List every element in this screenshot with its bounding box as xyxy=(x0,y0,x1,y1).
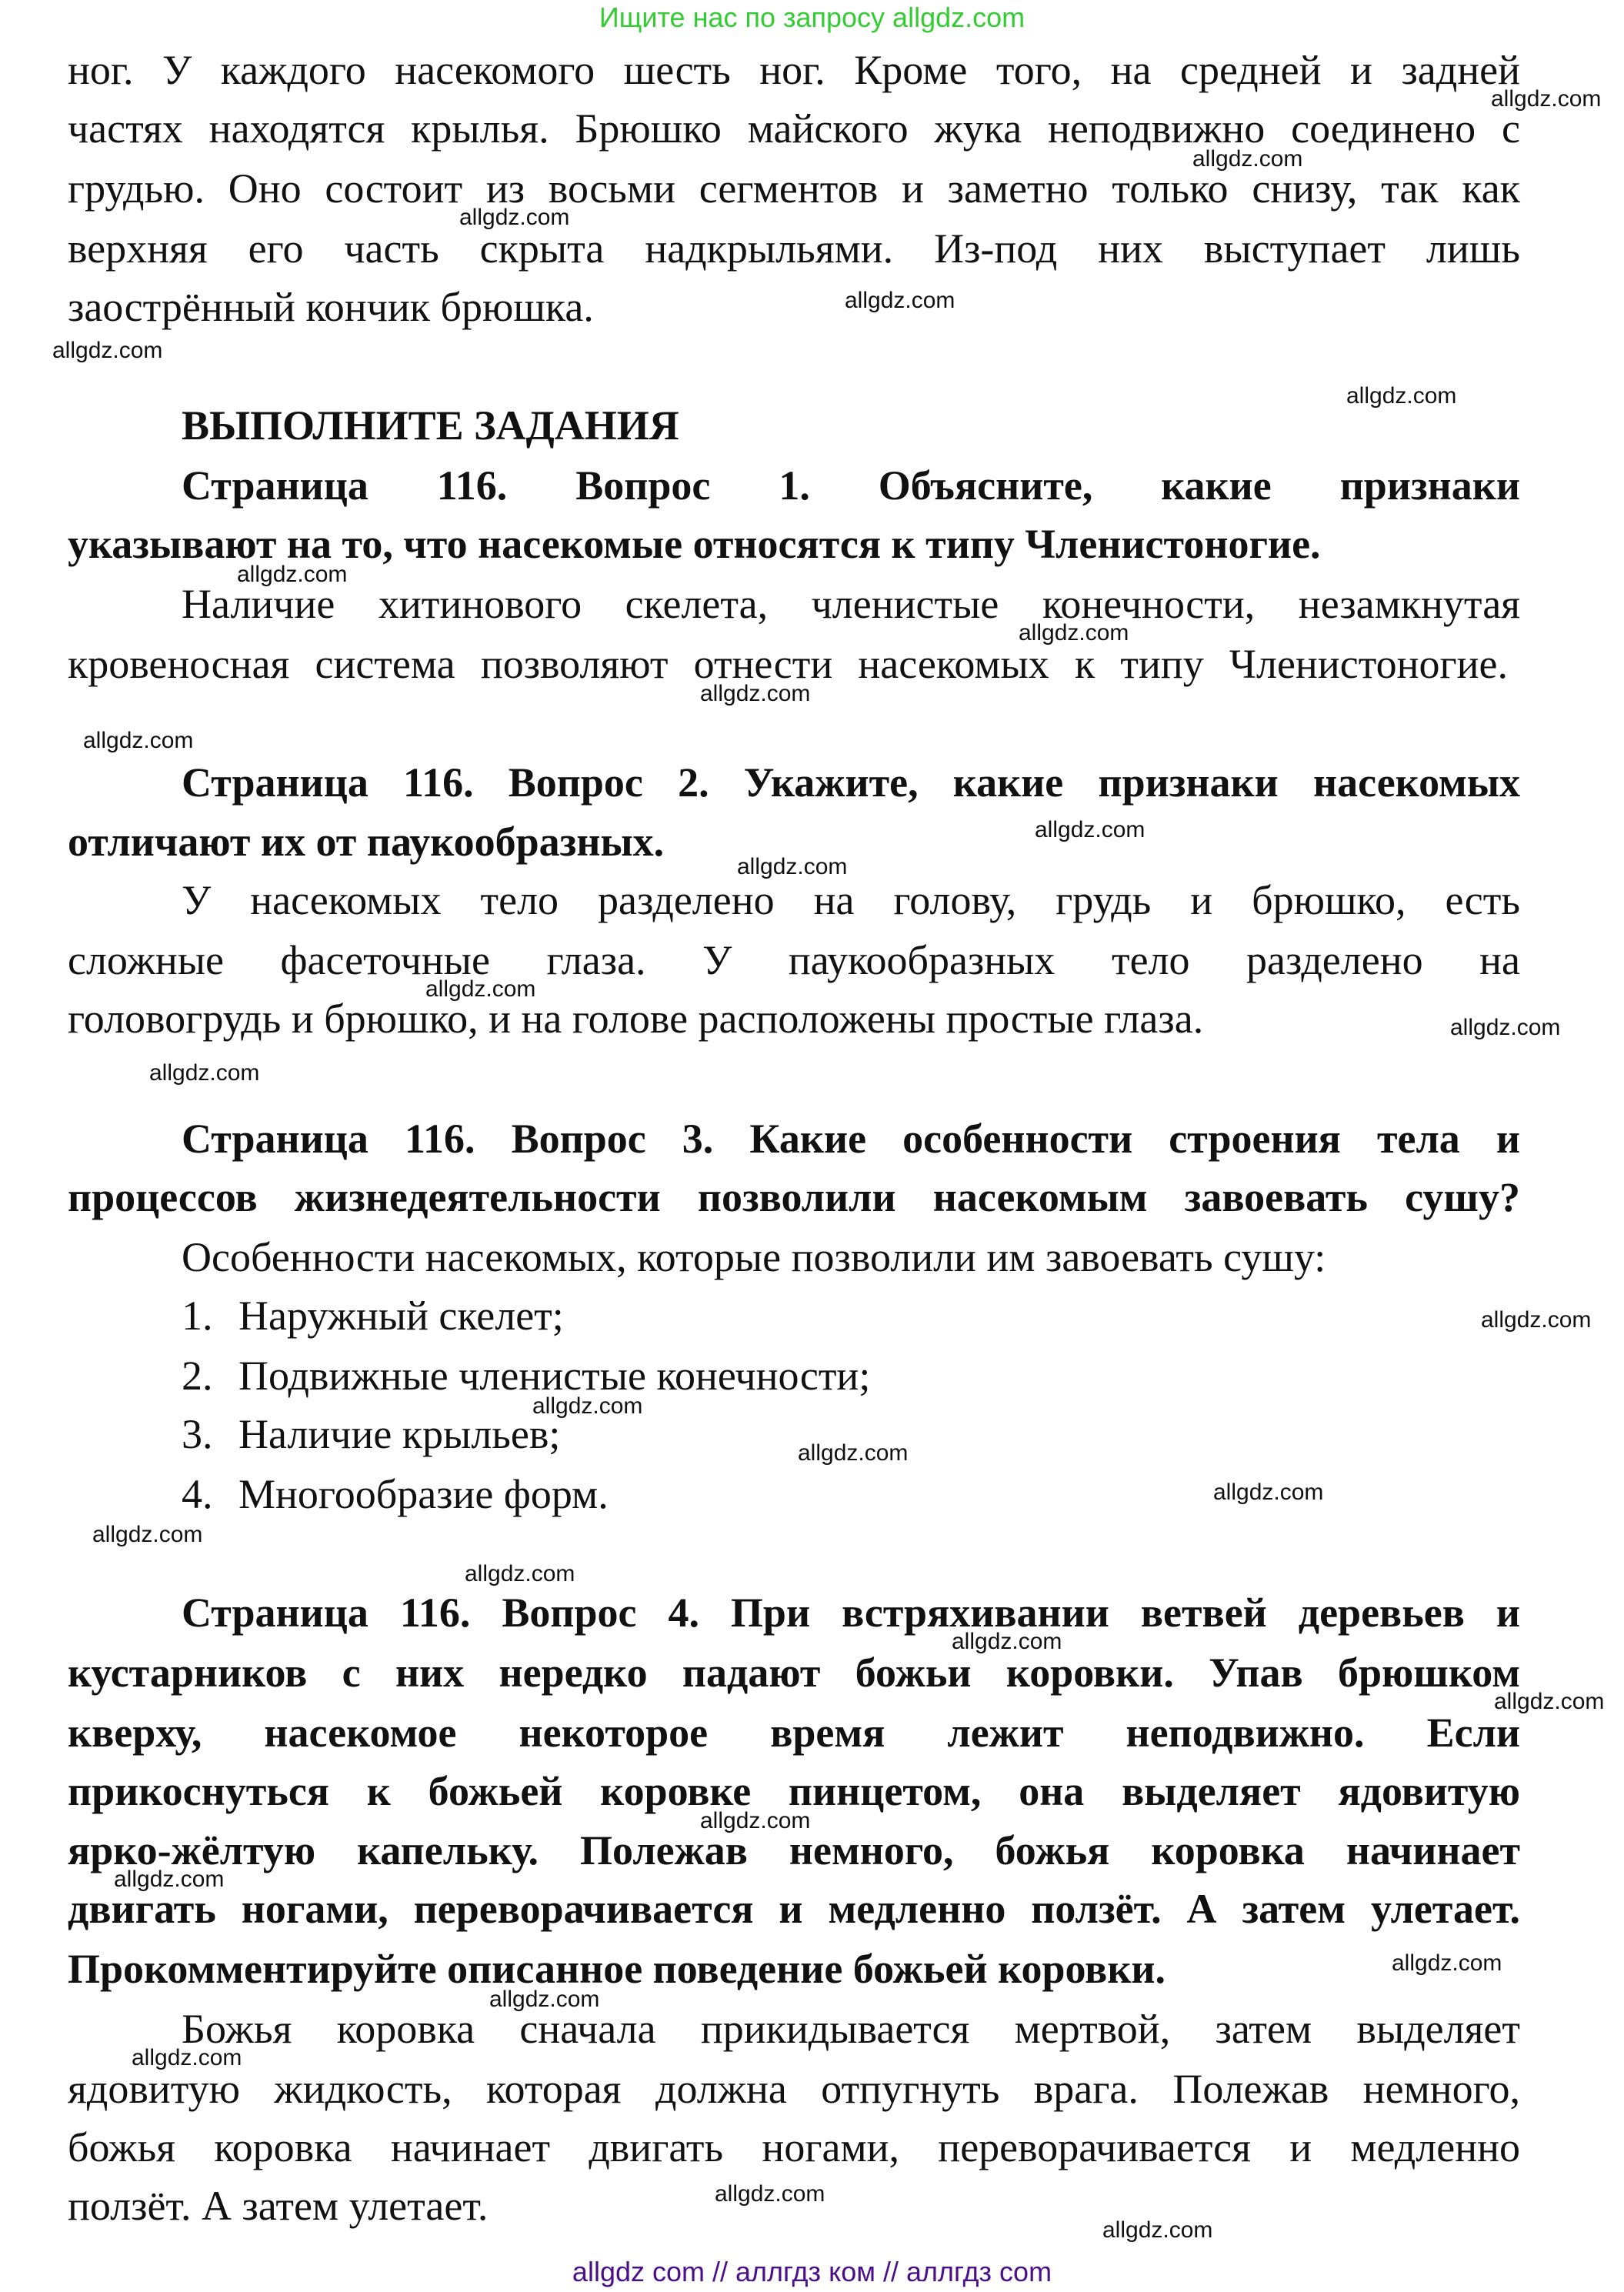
watermark: allgdz.com xyxy=(1019,620,1129,646)
watermark: allgdz.com xyxy=(845,288,955,313)
watermark: allgdz.com xyxy=(737,854,848,879)
watermark: allgdz.com xyxy=(1450,1015,1561,1040)
intro-line: ног. У каждого насекомого шесть ног. Кроме того, на средней и задней xyxy=(68,47,1520,93)
question-3-line: процессов жизнедеятельности позволили насекомым завоевать сушу? xyxy=(68,1174,1520,1220)
list-item: Многообразие форм. xyxy=(238,1471,609,1517)
question-1-line: указывают на то, что насекомые относятся к типу Членистоногие. xyxy=(68,521,1321,567)
watermark: allgdz.com xyxy=(489,1987,600,2012)
list-number: 1. xyxy=(182,1293,213,1339)
watermark: allgdz.com xyxy=(1392,1950,1502,1976)
watermark: allgdz.com xyxy=(237,562,348,587)
list-number: 4. xyxy=(182,1471,213,1517)
watermark: allgdz.com xyxy=(459,205,570,230)
question-4-line: Страница 116. Вопрос 4. При встряхивании ветвей деревьев и xyxy=(182,1590,1520,1636)
answer-4-line: ядовитую жидкость, которая должна отпугнуть врага. Полежав немного, xyxy=(68,2066,1520,2112)
watermark: allgdz.com xyxy=(114,1867,225,1892)
answer-2-line: У насекомых тело разделено на голову, грудь и брюшко, есть xyxy=(182,877,1520,923)
question-4-line: прикоснуться к божьей коровке пинцетом, она выделяет ядовитую xyxy=(68,1768,1520,1814)
watermark: allgdz.com xyxy=(1192,146,1303,172)
watermark: allgdz.com xyxy=(1346,383,1457,409)
footer-banner[interactable]: allgdz com // аллгдз ком // аллгдз com xyxy=(572,2256,1052,2287)
watermark: allgdz.com xyxy=(52,338,163,363)
section-title: ВЫПОЛНИТЕ ЗАДАНИЯ xyxy=(182,402,679,449)
intro-line: заострённый кончик брюшка. xyxy=(68,284,594,330)
question-4-line: ярко-жёлтую капельку. Полежав немного, божья коровка начинает xyxy=(68,1827,1520,1873)
question-4-line: Прокомментируйте описанное поведение божьей коровки. xyxy=(68,1946,1166,1992)
watermark: allgdz.com xyxy=(465,1561,575,1586)
intro-line: частях находятся крылья. Брюшко майского жука неподвижно соединено с xyxy=(68,105,1520,152)
watermark: allgdz.com xyxy=(132,2045,242,2070)
watermark: allgdz.com xyxy=(700,1808,811,1833)
question-3-line: Страница 116. Вопрос 3. Какие особенности строения тела и xyxy=(182,1116,1520,1162)
list-item: Подвижные членистые конечности; xyxy=(238,1353,871,1399)
watermark: allgdz.com xyxy=(532,1393,643,1419)
watermark: allgdz.com xyxy=(1102,2217,1213,2243)
intro-line: грудью. Оно состоит из восьми сегментов и заметно только снизу, так как xyxy=(68,165,1520,212)
answer-3-intro: Особенности насекомых, которые позволили им завоевать сушу: xyxy=(182,1234,1326,1280)
intro-line: верхняя его часть скрыта надкрыльями. Из-под них выступает лишь xyxy=(68,225,1520,272)
header-banner[interactable]: Ищите нас по запросу allgdz.com xyxy=(599,2,1025,33)
question-2-line: Страница 116. Вопрос 2. Укажите, какие признаки насекомых xyxy=(182,759,1520,806)
watermark: allgdz.com xyxy=(798,1440,909,1466)
watermark: allgdz.com xyxy=(1213,1480,1324,1505)
watermark: allgdz.com xyxy=(1481,1307,1592,1333)
watermark: allgdz.com xyxy=(1491,86,1602,112)
watermark: allgdz.com xyxy=(1035,817,1145,842)
answer-2-line: сложные фасеточные глаза. У паукообразных тело разделено на xyxy=(68,937,1520,983)
question-2-line: отличают их от паукообразных. xyxy=(68,819,665,865)
answer-2-line: головогрудь и брюшко, и на голове расположены простые глаза. xyxy=(68,996,1204,1042)
list-item: Наружный скелет; xyxy=(238,1293,564,1339)
list-number: 3. xyxy=(182,1411,213,1457)
answer-4-line: божья коровка начинает двигать ногами, переворачивается и медленно xyxy=(68,2124,1520,2170)
watermark: allgdz.com xyxy=(1494,1689,1605,1714)
watermark: allgdz.com xyxy=(92,1522,203,1547)
answer-4-line: ползёт. А затем улетает. xyxy=(68,2183,489,2229)
answer-4-line: Божья коровка сначала прикидывается мертвой, затем выделяет xyxy=(182,2006,1520,2052)
answer-1-line: Наличие хитинового скелета, членистые конечности, незамкнутая xyxy=(182,581,1520,627)
list-number: 2. xyxy=(182,1353,213,1399)
answer-1-line: кровеносная система позволяют отнести насекомых к типу Членистоногие. xyxy=(68,641,1508,687)
watermark: allgdz.com xyxy=(952,1629,1062,1654)
watermark: allgdz.com xyxy=(149,1060,260,1086)
question-4-line: кверху, насекомое некоторое время лежит неподвижно. Если xyxy=(68,1710,1520,1756)
watermark: allgdz.com xyxy=(715,2181,825,2207)
question-4-line: двигать ногами, переворачивается и медленно ползёт. А затем улетает. xyxy=(68,1886,1520,1932)
watermark: allgdz.com xyxy=(700,681,811,706)
watermark: allgdz.com xyxy=(83,728,194,753)
watermark: allgdz.com xyxy=(425,976,536,1002)
list-item: Наличие крыльев; xyxy=(238,1411,561,1457)
question-4-line: кустарников с них нередко падают божьи коровки. Упав брюшком xyxy=(68,1650,1520,1696)
question-1-line: Страница 116. Вопрос 1. Объясните, какие признаки xyxy=(182,462,1520,509)
